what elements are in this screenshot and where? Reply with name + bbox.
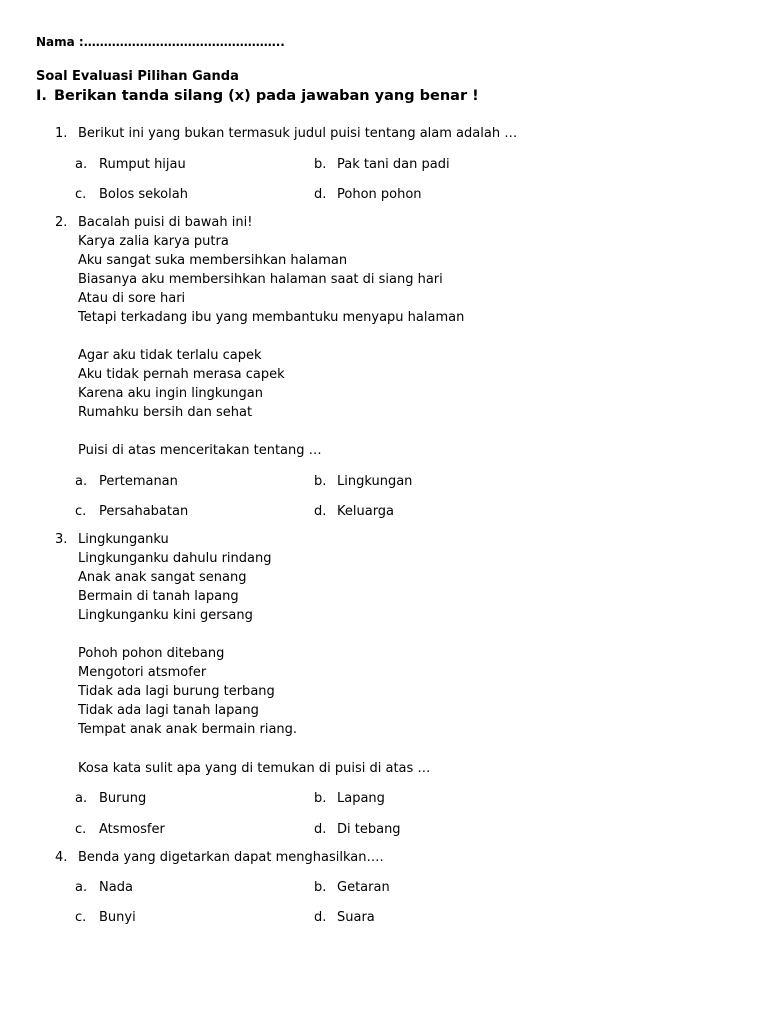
poem-line: Tempat anak anak bermain riang. <box>78 722 298 737</box>
option-letter: c. <box>75 187 87 202</box>
option-text: Nada <box>99 880 133 895</box>
name-field-label: Nama :………………………………………….. <box>36 35 285 49</box>
option-text: Persahabatan <box>99 504 189 519</box>
question-prompt: Kosa kata sulit apa yang di temukan di puisi di atas … <box>78 761 431 776</box>
option-text: Lapang <box>337 791 385 806</box>
option-letter: c. <box>75 822 87 837</box>
section-number: I. <box>36 88 47 104</box>
poem-line: Rumahku bersih dan sehat <box>78 405 253 420</box>
subtitle: Soal Evaluasi Pilihan Ganda <box>36 69 239 84</box>
poem-line: Anak anak sangat senang <box>78 570 247 585</box>
option-text: Suara <box>337 910 375 925</box>
question-number: 3. <box>55 532 68 547</box>
option-letter: c. <box>75 504 87 519</box>
option-text: Keluarga <box>337 504 395 519</box>
poem-line: Pohoh pohon ditebang <box>78 646 225 661</box>
poem-line: Biasanya aku membersihkan halaman saat di siang hari <box>78 272 443 287</box>
question-prompt: Benda yang digetarkan dapat menghasilkan…. <box>78 850 384 865</box>
option-letter: d. <box>314 504 327 519</box>
poem-line: Lingkunganku dahulu rindang <box>78 551 272 566</box>
option-text: Lingkungan <box>337 474 413 489</box>
poem-line: Mengotori atsmofer <box>78 665 207 680</box>
question-number: 2. <box>55 215 68 230</box>
question-number: 4. <box>55 850 68 865</box>
question-prompt: Puisi di atas menceritakan tentang … <box>78 443 322 458</box>
option-letter: d. <box>314 187 327 202</box>
poem-line: Aku tidak pernah merasa capek <box>78 367 285 382</box>
option-letter: b. <box>314 474 327 489</box>
option-text: Atsmosfer <box>99 822 165 837</box>
poem-line: Tidak ada lagi burung terbang <box>78 684 275 699</box>
poem-line: Bermain di tanah lapang <box>78 589 239 604</box>
question-prompt: Berikut ini yang bukan termasuk judul puisi tentang alam adalah … <box>78 126 518 141</box>
option-letter: d. <box>314 822 327 837</box>
poem-line: Karya zalia karya putra <box>78 234 229 249</box>
option-text: Pak tani dan padi <box>337 157 450 172</box>
option-text: Getaran <box>337 880 390 895</box>
option-letter: c. <box>75 910 87 925</box>
option-letter: b. <box>314 157 327 172</box>
poem-line: Atau di sore hari <box>78 291 186 306</box>
question-text-line: Bacalah puisi di bawah ini! <box>78 215 253 230</box>
option-letter: a. <box>75 880 88 895</box>
poem-line: Tetapi terkadang ibu yang membantuku menyapu halaman <box>78 310 465 325</box>
option-text: Bolos sekolah <box>99 187 188 202</box>
option-letter: b. <box>314 791 327 806</box>
option-text: Rumput hijau <box>99 157 186 172</box>
poem-line: Karena aku ingin lingkungan <box>78 386 263 401</box>
question-number: 1. <box>55 126 68 141</box>
option-letter: a. <box>75 791 88 806</box>
poem-line: Aku sangat suka membersihkan halaman <box>78 253 348 268</box>
poem-title: Lingkunganku <box>78 532 169 547</box>
option-text: Pohon pohon <box>337 187 422 202</box>
option-letter: b. <box>314 880 327 895</box>
option-letter: a. <box>75 474 88 489</box>
option-text: Di tebang <box>337 822 401 837</box>
instruction-heading: Berikan tanda silang (x) pada jawaban yang benar ! <box>54 88 479 104</box>
poem-line: Agar aku tidak terlalu capek <box>78 348 262 363</box>
option-text: Bunyi <box>99 910 136 925</box>
option-letter: d. <box>314 910 327 925</box>
poem-line: Tidak ada lagi tanah lapang <box>78 703 259 718</box>
option-text: Pertemanan <box>99 474 178 489</box>
option-letter: a. <box>75 157 88 172</box>
poem-line: Lingkunganku kini gersang <box>78 608 253 623</box>
option-text: Burung <box>99 791 147 806</box>
